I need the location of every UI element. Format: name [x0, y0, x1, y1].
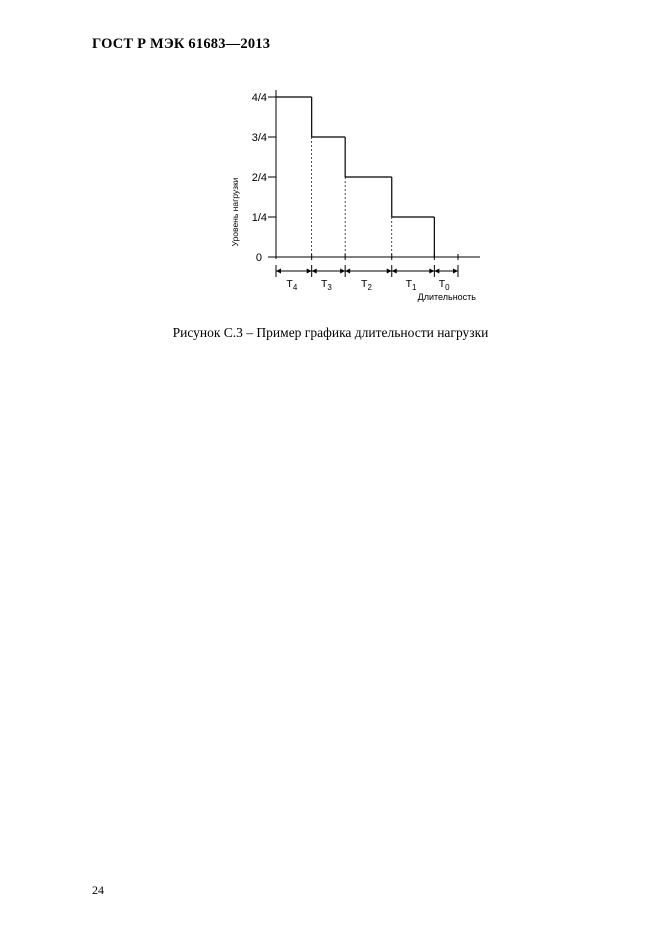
duration-arrowhead-left — [345, 269, 350, 274]
duration-arrowhead-right — [429, 269, 434, 274]
duration-segment-label: $T_1$ — [405, 278, 417, 292]
y-tick-label: 1/4 — [251, 212, 267, 224]
duration-arrowhead-right — [307, 269, 312, 274]
duration-segment-label: $T_2$ — [361, 278, 372, 292]
duration-arrowhead-left — [276, 269, 281, 274]
x-axis-title: Длительность — [417, 292, 476, 302]
figure-caption: Рисунок С.3 – Пример графика длительности нагрузки — [172, 325, 489, 340]
duration-arrowhead-left — [312, 269, 317, 274]
y-axis-title: Уровень нагрузки — [230, 177, 240, 247]
y-tick-label: 4/4 — [251, 92, 267, 104]
duration-segment-label: $T_3$ — [320, 278, 332, 292]
duration-segment-label: $T_0$ — [438, 278, 450, 292]
duration-arrowhead-right — [340, 269, 345, 274]
duration-arrowhead-right — [453, 269, 458, 274]
document-header: ГОСТ Р МЭК 61683—2013 — [92, 36, 271, 52]
duration-arrowhead-left — [392, 269, 397, 274]
page-number: 24 — [92, 883, 104, 897]
y-tick-label: 0 — [255, 252, 262, 264]
duration-segment-label: $T_4$ — [286, 278, 298, 292]
duration-arrowhead-right — [387, 269, 392, 274]
duration-arrowhead-left — [434, 269, 439, 274]
y-tick-label: 2/4 — [251, 172, 267, 184]
y-tick-label: 3/4 — [251, 132, 267, 144]
